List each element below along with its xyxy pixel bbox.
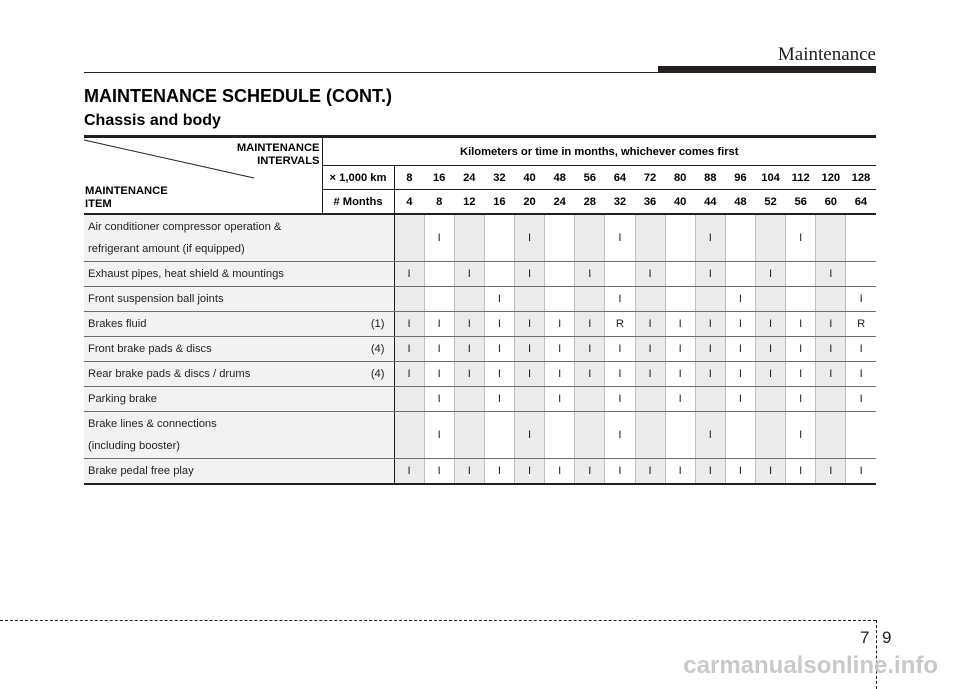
corner-item-label: MAINTENANCE ITEM [85,185,168,210]
months-interval-header: 4 [394,190,424,215]
schedule-cell: I [725,337,755,362]
schedule-cell: I [545,337,575,362]
km-interval-header: 24 [454,166,484,190]
schedule-cell [665,262,695,287]
km-interval-header: 32 [484,166,514,190]
schedule-cell: I [635,459,665,485]
watermark: carmanualsonline.info [683,652,938,679]
km-interval-header: 128 [846,166,876,190]
schedule-cell [846,262,876,287]
schedule-cell: I [846,459,876,485]
schedule-cell: R [846,312,876,337]
item-note: (4) [370,343,385,355]
schedule-cell [575,287,605,312]
schedule-cell: I [695,262,725,287]
schedule-cell: I [786,337,816,362]
schedule-cell [545,214,575,262]
schedule-cell [635,387,665,412]
km-interval-header: 16 [424,166,454,190]
schedule-cell: I [454,337,484,362]
months-interval-header: 16 [484,190,514,215]
schedule-cell [635,214,665,262]
schedule-cell: I [484,459,514,485]
schedule-cell: I [786,214,816,262]
km-interval-header: 112 [786,166,816,190]
schedule-cell: I [484,362,514,387]
schedule-cell: R [605,312,635,337]
schedule-cell [424,262,454,287]
km-interval-header: 8 [394,166,424,190]
schedule-cell [665,287,695,312]
maintenance-item-label: Exhaust pipes, heat shield & mountings [84,262,394,287]
schedule-cell: I [454,312,484,337]
schedule-cell [394,287,424,312]
km-interval-header: 64 [605,166,635,190]
table-corner-header [84,137,322,215]
months-interval-header: 40 [665,190,695,215]
schedule-cell: I [454,362,484,387]
schedule-cell: I [575,362,605,387]
schedule-cell: I [756,262,786,287]
schedule-cell: I [665,362,695,387]
schedule-cell: I [515,262,545,287]
chapter-number: 7 [860,628,870,647]
schedule-cell: I [424,362,454,387]
schedule-cell [695,287,725,312]
schedule-cell [816,214,846,262]
schedule-cell [756,412,786,459]
maintenance-schedule-table [84,135,876,485]
months-interval-header: 44 [695,190,725,215]
schedule-cell: I [515,362,545,387]
schedule-cell: I [725,459,755,485]
schedule-cell: I [424,214,454,262]
schedule-cell: I [665,337,695,362]
schedule-cell [786,262,816,287]
schedule-cell [846,412,876,459]
schedule-cell: I [816,337,846,362]
schedule-cell [725,262,755,287]
table-row [84,214,876,262]
section-title: Chassis and body [84,112,221,129]
months-interval-header: 64 [846,190,876,215]
schedule-cell: I [756,362,786,387]
schedule-cell [575,214,605,262]
schedule-cell: I [394,459,424,485]
schedule-cell: I [756,337,786,362]
schedule-cell: I [725,387,755,412]
schedule-cell: I [846,287,876,312]
schedule-cell: I [695,459,725,485]
schedule-cell: I [484,287,514,312]
schedule-cell: I [665,459,695,485]
page-title: MAINTENANCE SCHEDULE (CONT.) [84,86,392,106]
schedule-cell [454,214,484,262]
months-interval-header: 24 [545,190,575,215]
months-interval-header: 52 [756,190,786,215]
schedule-cell: I [575,459,605,485]
schedule-cell: I [786,362,816,387]
table-row [84,387,876,412]
maintenance-item-label: Parking brake [84,387,394,412]
schedule-cell: I [575,262,605,287]
schedule-cell [756,387,786,412]
schedule-cell: I [786,387,816,412]
schedule-cell [665,214,695,262]
months-interval-header: 20 [515,190,545,215]
maintenance-item-label: (4) Rear brake pads & discs / drums [84,362,394,387]
schedule-cell: I [846,362,876,387]
km-unit-header: × 1,000 km [322,166,394,190]
schedule-cell: I [725,312,755,337]
schedule-cell: I [394,337,424,362]
footer-dashed-rule [0,620,876,621]
schedule-cell [515,287,545,312]
months-interval-header: 60 [816,190,846,215]
km-interval-header: 48 [545,166,575,190]
months-unit-header: # Months [322,190,394,215]
schedule-cell: I [424,412,454,459]
schedule-cell [484,262,514,287]
schedule-cell [545,412,575,459]
schedule-cell: I [424,312,454,337]
schedule-cell: I [484,312,514,337]
schedule-cell [635,287,665,312]
schedule-cell: I [484,387,514,412]
schedule-cell: I [424,387,454,412]
header-rule [84,72,658,73]
months-interval-header: 28 [575,190,605,215]
schedule-cell [575,412,605,459]
schedule-cell [545,287,575,312]
table-row [84,312,876,337]
schedule-cell: I [575,312,605,337]
table-row [84,459,876,485]
schedule-cell: I [695,362,725,387]
corner-intervals-label: MAINTENANCE INTERVALS [236,142,320,167]
schedule-cell: I [816,362,846,387]
schedule-cell: I [515,214,545,262]
schedule-cell: I [786,312,816,337]
maintenance-item-label: (4) Front brake pads & discs [84,337,394,362]
km-interval-header: 104 [756,166,786,190]
months-interval-header: 48 [725,190,755,215]
schedule-cell: I [545,312,575,337]
schedule-cell: I [605,287,635,312]
schedule-cell [424,287,454,312]
schedule-cell: I [725,287,755,312]
months-interval-header: 12 [454,190,484,215]
schedule-cell: I [635,262,665,287]
schedule-cell: I [484,337,514,362]
schedule-cell [846,214,876,262]
schedule-cell [545,262,575,287]
schedule-cell: I [756,312,786,337]
schedule-cell: I [635,362,665,387]
schedule-cell [605,262,635,287]
schedule-cell: I [515,459,545,485]
months-interval-header: 56 [786,190,816,215]
table-row [84,362,876,387]
schedule-cell [635,412,665,459]
schedule-cell [454,387,484,412]
schedule-cell: I [575,337,605,362]
km-interval-header: 56 [575,166,605,190]
item-note: (1) [370,318,385,330]
schedule-cell: I [515,412,545,459]
schedule-cell [816,387,846,412]
schedule-cell: I [695,312,725,337]
km-interval-header: 80 [665,166,695,190]
schedule-cell: I [665,312,695,337]
schedule-cell: I [786,412,816,459]
schedule-cell: I [635,337,665,362]
maintenance-item-label: Brake lines & connections (including booster) [84,412,394,459]
schedule-cell [756,214,786,262]
schedule-cell: I [695,214,725,262]
page-number: 9 [882,628,892,647]
section-header-title: Maintenance [777,44,876,65]
table-row [84,412,876,459]
schedule-cell [454,287,484,312]
schedule-cell [454,412,484,459]
table-row [84,262,876,287]
schedule-cell: I [605,362,635,387]
schedule-cell: I [605,412,635,459]
maintenance-item-label: (1) Brakes fluid [84,312,394,337]
km-interval-header: 40 [515,166,545,190]
schedule-cell: I [846,337,876,362]
header-rule-thick [658,66,876,73]
km-interval-header: 72 [635,166,665,190]
schedule-cell: I [454,459,484,485]
schedule-cell [484,412,514,459]
schedule-cell [575,387,605,412]
schedule-cell [695,387,725,412]
schedule-cell [665,412,695,459]
schedule-cell: I [515,337,545,362]
schedule-cell: I [605,459,635,485]
schedule-cell: I [545,387,575,412]
schedule-cell: I [545,362,575,387]
schedule-cell [725,412,755,459]
schedule-cell: I [394,362,424,387]
schedule-cell [816,287,846,312]
schedule-cell: I [515,312,545,337]
km-interval-header: 96 [725,166,755,190]
schedule-cell: I [454,262,484,287]
schedule-cell: I [545,459,575,485]
schedule-cell [725,214,755,262]
table-row [84,337,876,362]
schedule-cell: I [725,362,755,387]
schedule-cell: I [605,387,635,412]
schedule-cell: I [786,459,816,485]
maintenance-item-label: Front suspension ball joints [84,287,394,312]
schedule-cell [816,412,846,459]
schedule-cell [756,287,786,312]
schedule-cell [394,387,424,412]
schedule-cell: I [424,459,454,485]
schedule-cell: I [816,312,846,337]
schedule-cell: I [846,387,876,412]
schedule-cell: I [665,387,695,412]
schedule-cell [484,214,514,262]
schedule-cell [394,412,424,459]
schedule-cell: I [816,262,846,287]
schedule-cell [515,387,545,412]
schedule-cell: I [424,337,454,362]
maintenance-item-label: Air conditioner compressor operation & refrigerant amount (if equipped) [84,214,394,262]
schedule-cell: I [394,262,424,287]
km-interval-header: 88 [695,166,725,190]
schedule-cell: I [605,214,635,262]
schedule-cell: I [756,459,786,485]
table-row [84,287,876,312]
months-interval-header: 32 [605,190,635,215]
months-interval-header: 8 [424,190,454,215]
months-interval-header: 36 [635,190,665,215]
schedule-cell: I [695,412,725,459]
schedule-cell: I [605,337,635,362]
schedule-cell [394,214,424,262]
schedule-cell: I [816,459,846,485]
top-header: Kilometers or time in months, whichever comes first [322,137,876,166]
schedule-cell [786,287,816,312]
schedule-cell: I [635,312,665,337]
km-interval-header: 120 [816,166,846,190]
schedule-cell: I [695,337,725,362]
schedule-cell: I [394,312,424,337]
item-note: (4) [370,368,385,380]
maintenance-item-label: Brake pedal free play [84,459,394,485]
